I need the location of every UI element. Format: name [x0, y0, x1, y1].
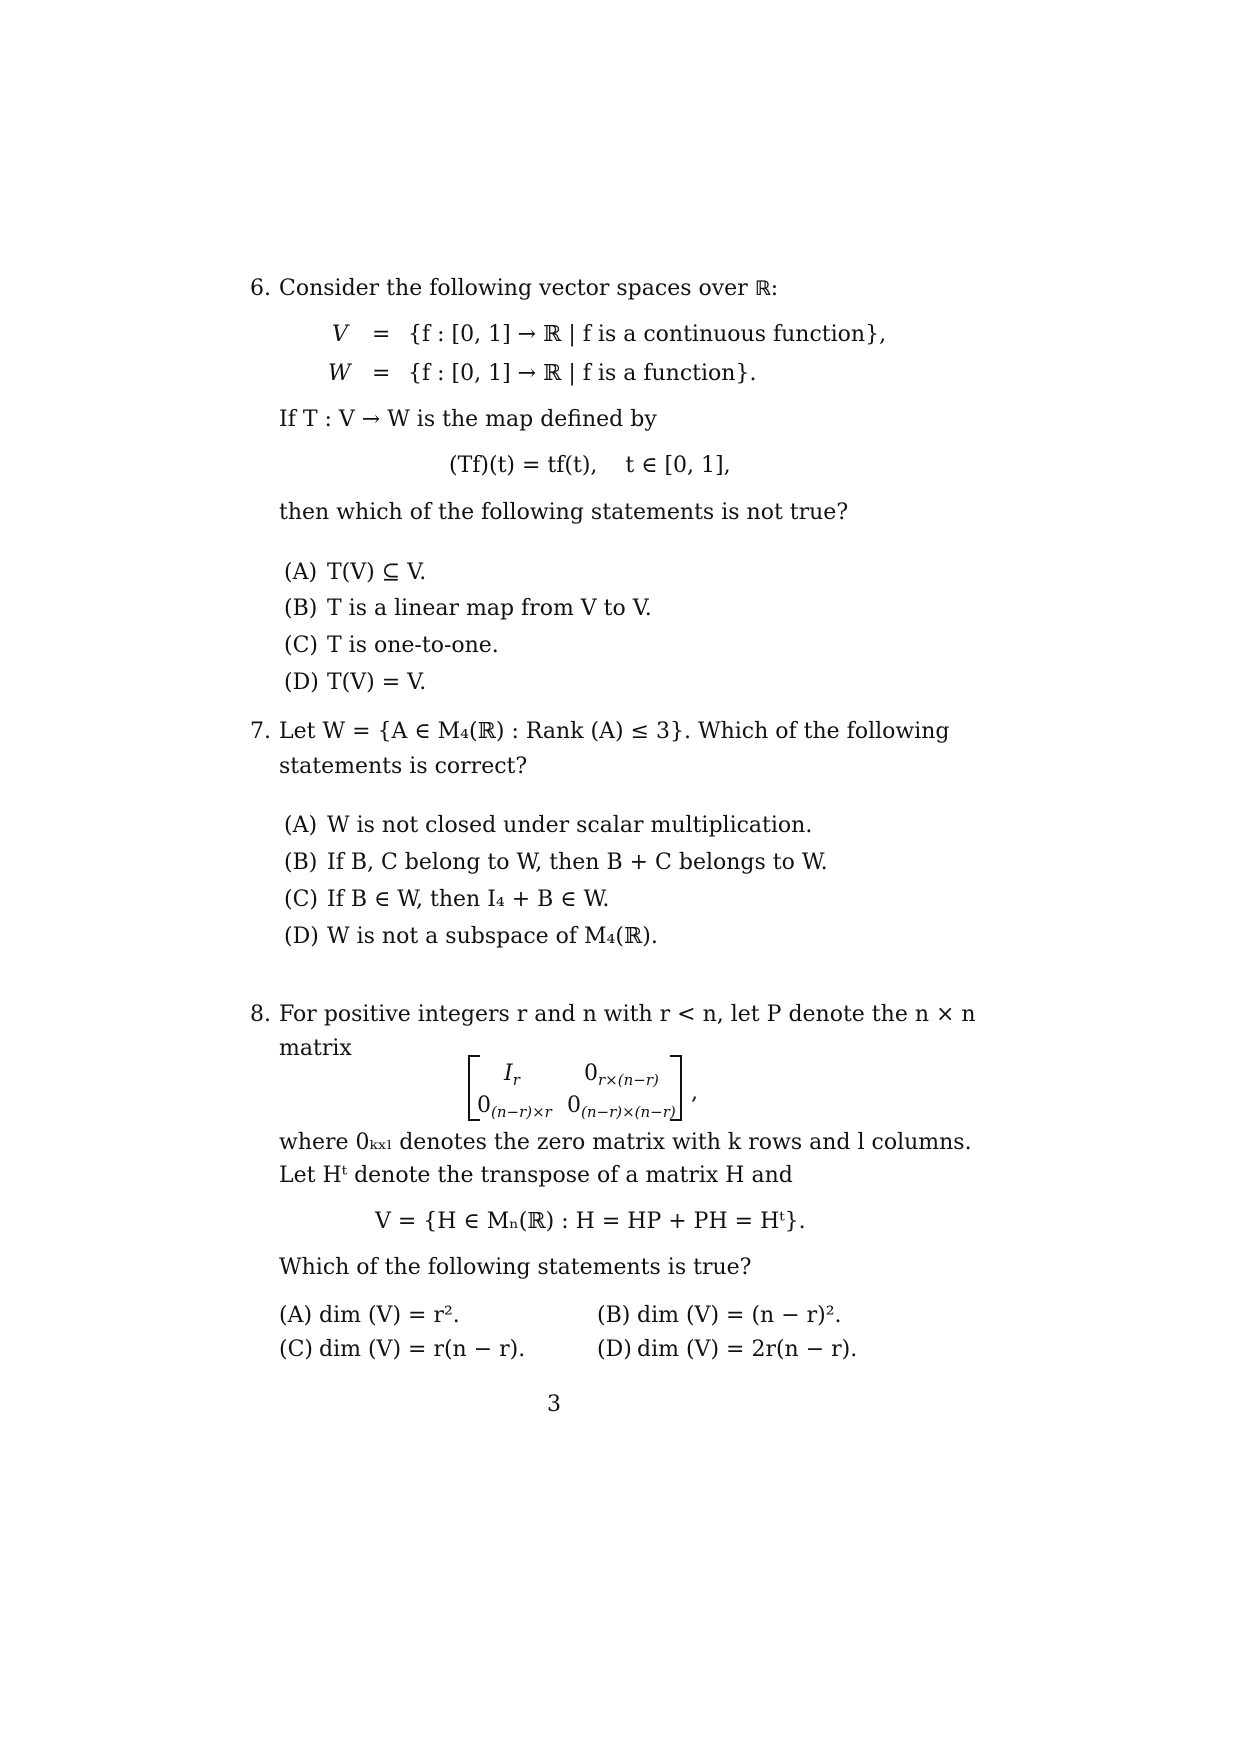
option-text: dim (V) = (n − r)². — [637, 1303, 842, 1328]
option-text: If B, C belong to W, then B + C belongs to W. — [327, 850, 828, 875]
option-label: (C) — [284, 887, 318, 912]
q8-question: Which of the following statements is true? — [279, 1255, 752, 1280]
option-text: T(V) = V. — [327, 670, 427, 695]
option-text: T is one-to-one. — [327, 633, 499, 658]
q6-def-v-rhs: {f : [0, 1] → ℝ | f is a continuous function}, — [408, 322, 887, 347]
option-label: (C) — [284, 633, 318, 658]
q6-map-definition: (Tf)(t) = tf(t), t ∈ [0, 1], — [449, 453, 731, 478]
option-label: (D) — [284, 924, 319, 949]
option-label: (C) — [279, 1337, 313, 1362]
q8-line2: matrix — [279, 1036, 352, 1061]
reals-symbol: ℝ — [754, 276, 771, 300]
q7-number: 7. — [250, 719, 271, 744]
q6-map-intro: If T : V → W is the map defined by — [279, 407, 657, 432]
option-label: (D) — [597, 1337, 632, 1362]
option-text: dim (V) = r(n − r). — [319, 1337, 526, 1362]
option-text: If B ∈ W, then I₄ + B ∈ W. — [327, 887, 610, 912]
q6-number: 6. — [250, 276, 271, 301]
option-text: dim (V) = 2r(n − r). — [637, 1337, 858, 1362]
option-label: (D) — [284, 670, 319, 695]
q6-intro: Consider the following vector spaces over ℝ: — [279, 276, 779, 301]
option-label: (A) — [284, 813, 318, 838]
matrix-entry-12: $0_{r\times(n-r)}$ — [584, 1061, 659, 1089]
option-label: (B) — [597, 1303, 631, 1328]
q8-line1: For positive integers r and n with r < n, let P denote the n × n — [279, 1002, 976, 1027]
option-label: (A) — [279, 1303, 313, 1328]
q6-def-v-lhs: V — [332, 322, 348, 347]
q8-number: 8. — [250, 1002, 271, 1027]
option-label: (A) — [284, 560, 318, 585]
q6-def-v-eq: = — [372, 322, 391, 347]
option-text: T(V) ⊆ V. — [327, 560, 427, 585]
option-text: W is not a subspace of M₄(ℝ). — [327, 924, 658, 949]
option-label: (B) — [284, 596, 318, 621]
option-text: dim (V) = r². — [319, 1303, 460, 1328]
block-matrix — [468, 1055, 682, 1121]
matrix-entry-22: $0_{(n-r)\times(n-r)}$ — [567, 1093, 676, 1121]
q7-line2: statements is correct? — [279, 754, 528, 779]
q8-set-definition: V = {H ∈ Mₙ(ℝ) : H = HP + PH = Hᵗ}. — [375, 1209, 806, 1234]
page-number: 3 — [547, 1392, 561, 1417]
matrix-entry-21: $0_{(n-r)\times r}$ — [477, 1093, 552, 1121]
q6-question: then which of the following statements is not true? — [279, 500, 849, 525]
q8-line4: Let Hᵗ denote the transpose of a matrix H and — [279, 1163, 793, 1188]
q6-def-w-lhs: W — [328, 361, 351, 386]
q7-line1: Let W = {A ∈ M₄(ℝ) : Rank (A) ≤ 3}. Which of the following — [279, 719, 950, 744]
q6-def-w-rhs: {f : [0, 1] → ℝ | f is a function}. — [408, 361, 757, 386]
q8-line3: where 0ₖₓₗ denotes the zero matrix with k rows and l columns. — [279, 1130, 972, 1155]
option-text: T is a linear map from V to V. — [327, 596, 652, 621]
matrix-trailing-comma: , — [691, 1080, 698, 1105]
option-text: W is not closed under scalar multiplication. — [327, 813, 813, 838]
q6-def-w-eq: = — [372, 361, 391, 386]
matrix-entry-11: $I_r$ — [504, 1061, 520, 1089]
option-label: (B) — [284, 850, 318, 875]
